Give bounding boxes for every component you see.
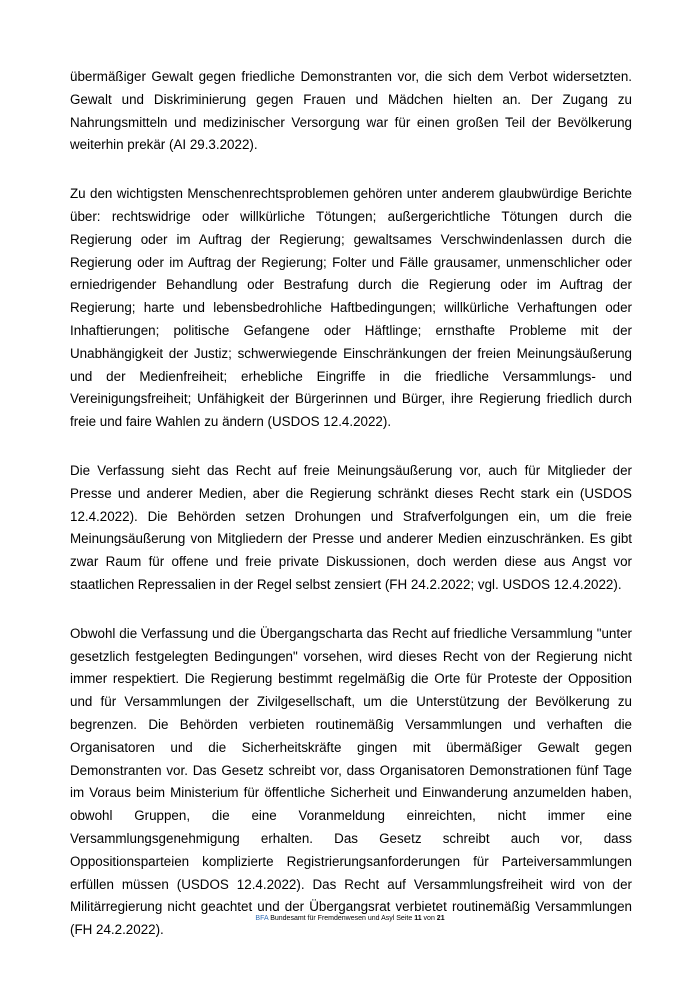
page-footer (0, 914, 700, 924)
paragraph-2: Zu den wichtigsten Menschenrechtsproblemen gehören unter anderem glaubwürdige Berichte über: rechtswidrige oder willkürliche Tötungen; außergerichtliche Tötungen durch die Regierung oder im Auftrag der Regierung; gewaltsames Verschwindenlassen durch die Regierung oder im Auftrag der Regierung; Folter und Fälle grausamer, unmenschlicher oder erniedrigender Behandlung oder Bestrafung durch die Regierung oder im Auftrag der Regierung; harte und lebensbedrohliche Haftbedingungen; willkürliche Verhaftungen oder Inhaftierungen; politische Gefangene oder Häftlinge; ernsthafte Probleme mit der Unabhängigkeit der Justiz; schwerwiegende Einschränkungen der freien Meinungsäußerung und der Medienfreiheit; erhebliche Eingriffe in die friedliche Versammlungs- und Vereinigungsfreiheit; Unfähigkeit der Bürgerinnen und Bürger, ihre Regierung friedlich durch freie und faire Wahlen zu ändern (USDOS 12.4.2022). (70, 186, 632, 430)
footer-agency-text: Bundesamt für Fremdenwesen und Asyl Seite (270, 915, 413, 922)
document-body (70, 66, 632, 968)
paragraph-3: Die Verfassung sieht das Recht auf freie Meinungsäußerung vor, auch für Mitglieder der Presse und anderer Medien, aber die Regierung schränkt dieses Recht stark ein (USDOS 12.4.2022). Die Behörden setzen Drohungen und Strafverfolgungen ein, um die freie Meinungsäußerung von Mitgliedern der Presse und anderer Medien einzuschränken. Es gibt zwar Raum für offene und freie private Diskussionen, doch werden diese aus Angst vor staatlichen Repressalien in der Regel selbst zensiert (FH 24.2.2022; vgl. USDOS 12.4.2022). (70, 462, 632, 592)
paragraph-4: Obwohl die Verfassung und die Übergangscharta das Recht auf friedliche Versammlung "unter gesetzlich festgelegten Bedingungen" vorsehen, wird dieses Recht von der Regierung nicht immer respektiert. Die Regierung bestimmt regelmäßig die Orte für Proteste der Opposition und für Versammlungen der Zivilgesellschaft, um die Unterstützung der Bevölkerung zu begrenzen. Die Behörden verbieten routinemäßig Versammlungen und verhaften die Organisatoren und die Sicherheitskräfte gingen mit übermäßiger Gewalt gegen Demonstranten vor. Das Gesetz schreibt vor, dass Organisatoren Demonstrationen fünf Tage im Voraus beim Ministerium für öffentliche Sicherheit und Einwanderung anzumelden haben, obwohl Gruppen, die eine Voranmeldung einreichten, nicht immer eine Versammlungsgenehmigung erhalten. Das Gesetz schreibt auch vor, dass Oppositionsparteien komplizierte Registrierungsanforderungen für Parteiversammlungen erfüllen müssen (USDOS 12.4.2022). Das Recht auf Versammlungsfreiheit wird von der Militärregierung nicht geachtet und der Übergangsrat verbietet routinemäßig Versammlungen (FH 24.2.2022). (70, 625, 632, 938)
footer-brand: BFA (255, 915, 269, 922)
footer-of-text: von (423, 915, 435, 922)
footer-total-pages: 21 (436, 915, 445, 922)
paragraph-1: übermäßiger Gewalt gegen friedliche Demonstranten vor, die sich dem Verbot widersetzten. Gewalt und Diskriminierung gegen Frauen und Mädchen hielten an. Der Zugang zu Nahrungsmitteln und medizinischer Versorgung war für einen großen Teil der Bevölkerung weiterhin prekär (AI 29.3.2022). (70, 69, 632, 153)
footer-page-number: 11 (414, 915, 422, 922)
